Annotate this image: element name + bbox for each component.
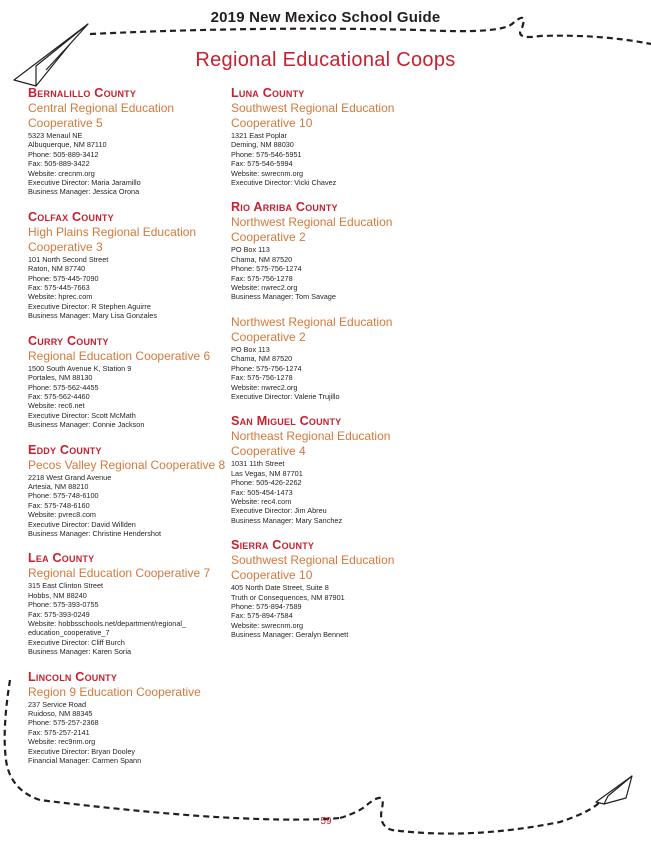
contact-line: Phone: 575-562-4455 bbox=[28, 382, 99, 392]
coop-name: Cooperative 10 bbox=[231, 568, 313, 583]
coop-name: Northeast Regional Education bbox=[231, 429, 391, 444]
coop-name: Southwest Regional Education bbox=[231, 101, 395, 115]
contact-line: Fax: 575-894-7584 bbox=[231, 611, 293, 621]
contact-line: Executive Director: Cliff Burch bbox=[28, 637, 125, 647]
contact-line: Executive Director: Maria Jaramillo bbox=[28, 178, 141, 188]
contact-line: Executive Director: Scott McMath bbox=[28, 410, 136, 420]
contact-line: Fax: 575-756-1278 bbox=[231, 373, 293, 383]
county-heading: Colfax County bbox=[28, 209, 114, 224]
contact-line: Chama, NM 87520 bbox=[231, 354, 293, 364]
dashed-flight-path bbox=[340, 798, 600, 834]
contact-line: Business Manager: Christine Hendershot bbox=[28, 528, 162, 538]
contact-details bbox=[28, 473, 228, 539]
contact-line: Website: pvrec8.com bbox=[28, 510, 96, 520]
contact-details bbox=[28, 131, 228, 197]
coop-entry bbox=[28, 210, 228, 321]
contact-line: Website: rec9nm.org bbox=[28, 737, 96, 747]
contact-line: Website: swrecnm.org bbox=[231, 168, 304, 178]
contact-line: Las Vegas, NM 87701 bbox=[231, 468, 303, 478]
county-heading: Eddy County bbox=[28, 442, 102, 457]
contact-line: Deming, NM 88030 bbox=[231, 140, 294, 150]
coop-name: High Plains Regional Education bbox=[28, 224, 197, 239]
contact-details bbox=[28, 581, 228, 656]
contact-line: Website: hprec.com bbox=[28, 292, 93, 302]
contact-line: Fax: 575-257-2141 bbox=[28, 727, 90, 737]
coop-name: Cooperative 3 bbox=[28, 239, 103, 254]
contact-line: Phone: 575-257-2368 bbox=[28, 718, 99, 728]
contact-line: Executive Director: R Stephen Aguirre bbox=[28, 301, 151, 311]
coop-name: Southwest Regional Education bbox=[231, 553, 395, 568]
contact-line: PO Box 113 bbox=[231, 245, 270, 255]
county-heading: Sierra County bbox=[231, 538, 315, 553]
contact-line: Business Manager: Karen Soria bbox=[28, 647, 132, 657]
contact-line: Website: rec6.net bbox=[28, 401, 85, 411]
county-heading: Bernalillo County bbox=[28, 86, 137, 100]
contact-line: Executive Director: David Willden bbox=[28, 519, 136, 529]
contact-line: Truth or Consequences, NM 87901 bbox=[231, 592, 345, 602]
contact-line: Chama, NM 87520 bbox=[231, 254, 293, 264]
contact-details bbox=[28, 364, 228, 430]
coop-name: Northwest Regional Education bbox=[231, 215, 393, 230]
contact-line: Phone: 575-756-1274 bbox=[231, 264, 302, 274]
contact-line: Business Manager: Mary Lisa Gonzales bbox=[28, 311, 157, 321]
contact-line: Raton, NM 87740 bbox=[28, 264, 86, 274]
coop-name: Cooperative 10 bbox=[231, 116, 313, 130]
coop-name: Northwest Regional Education bbox=[231, 314, 393, 329]
contact-line: Portales, NM 88130 bbox=[28, 373, 93, 383]
contact-details bbox=[231, 345, 441, 401]
contact-line: Business Manager: Connie Jackson bbox=[28, 420, 145, 430]
coop-name: Pecos Valley Regional Cooperative 8 bbox=[28, 457, 226, 472]
contact-line: 1500 South Avenue K, Station 9 bbox=[28, 363, 132, 373]
county-heading: Lea County bbox=[28, 551, 95, 566]
coop-name: Cooperative 5 bbox=[28, 116, 103, 130]
contact-line: Business Manager: Jessica Orona bbox=[28, 187, 140, 197]
contact-line: Website: nwrec2.org bbox=[231, 283, 298, 293]
contact-line: 237 Service Road bbox=[28, 699, 87, 709]
contact-line: Fax: 575-546-5994 bbox=[231, 159, 293, 169]
contact-line: Website: hobbsschools.net/department/regional_ bbox=[28, 619, 187, 628]
county-heading: Rio Arriba County bbox=[231, 200, 338, 215]
contact-line: Website: crecnm.org bbox=[28, 168, 95, 178]
page-number: 59 bbox=[320, 816, 332, 827]
coop-entry bbox=[231, 86, 441, 187]
coop-entry bbox=[28, 334, 228, 430]
contact-line: Executive Director: Jim Abreu bbox=[231, 506, 327, 516]
contact-line: Business Manager: Geralyn Bennett bbox=[231, 630, 349, 640]
coop-name: Central Regional Education bbox=[28, 101, 175, 115]
contact-line: Fax: 575-756-1278 bbox=[231, 273, 293, 283]
contact-line: Executive Director: Vicki Chavez bbox=[231, 178, 337, 188]
contact-line: 315 East Clinton Street bbox=[28, 581, 104, 591]
coop-entry bbox=[28, 670, 228, 766]
contact-line: Business Manager: Tom Savage bbox=[231, 292, 336, 302]
contact-line: Website: rec4.com bbox=[231, 496, 292, 506]
coop-entry bbox=[28, 443, 228, 539]
contact-details bbox=[231, 245, 441, 301]
contact-line: Website: nwrec2.org bbox=[231, 382, 298, 392]
coop-name: Regional Education Cooperative 6 bbox=[28, 348, 211, 363]
contact-line: Phone: 575-756-1274 bbox=[231, 363, 302, 373]
contact-line: Phone: 575-445-7090 bbox=[28, 273, 99, 283]
contact-line: Fax: 575-393-0249 bbox=[28, 609, 90, 619]
coop-name: Regional Education Cooperative 7 bbox=[28, 566, 211, 581]
contact-line: Executive Director: Bryan Dooley bbox=[28, 746, 136, 756]
coop-entry bbox=[231, 538, 441, 639]
contact-line: Fax: 505-454-1473 bbox=[231, 487, 293, 497]
contact-line: Fax: 575-562-4460 bbox=[28, 391, 90, 401]
coop-name: Region 9 Education Cooperative bbox=[28, 684, 201, 699]
contact-line: 2218 West Grand Avenue bbox=[28, 472, 112, 482]
contact-line: Website: swrecnm.org bbox=[231, 620, 304, 630]
contact-line: Business Manager: Mary Sanchez bbox=[231, 515, 343, 525]
contact-line: education_cooperative_7 bbox=[28, 628, 110, 638]
contact-line: Fax: 505-889-3422 bbox=[28, 159, 90, 169]
page-title: Regional Educational Coops bbox=[195, 49, 456, 71]
county-heading: Lincoln County bbox=[28, 669, 118, 684]
contact-line: Phone: 575-748-6100 bbox=[28, 491, 99, 501]
left-column bbox=[28, 86, 228, 778]
contact-line: Phone: 505-426-2262 bbox=[231, 478, 302, 488]
contact-line: Albuquerque, NM 87110 bbox=[28, 140, 107, 150]
county-heading: Luna County bbox=[231, 86, 305, 100]
contact-details bbox=[28, 255, 228, 321]
coop-name: Cooperative 4 bbox=[231, 444, 306, 459]
paper-airplane-icon bbox=[596, 776, 632, 804]
contact-line: Phone: 575-894-7589 bbox=[231, 601, 302, 611]
right-column bbox=[231, 86, 441, 653]
contact-line: Financial Manager: Carmen Spann bbox=[28, 756, 142, 766]
contact-line: 1321 East Poplar bbox=[231, 131, 287, 140]
coop-entry bbox=[28, 551, 228, 656]
contact-line: Fax: 575-445-7663 bbox=[28, 283, 90, 293]
coop-entry bbox=[231, 200, 441, 301]
contact-line: 1031 11th Street bbox=[231, 459, 285, 469]
header-title: 2019 New Mexico School Guide bbox=[210, 9, 441, 26]
county-heading: Curry County bbox=[28, 333, 109, 348]
contact-line: PO Box 113 bbox=[231, 344, 270, 354]
contact-details bbox=[231, 583, 441, 639]
contact-line: Phone: 575-393-0755 bbox=[28, 600, 99, 610]
contact-line: Hobbs, NM 88240 bbox=[28, 590, 87, 600]
contact-details bbox=[231, 131, 441, 187]
contact-line: Artesia, NM 88210 bbox=[28, 481, 89, 491]
contact-line: Ruidoso, NM 88345 bbox=[28, 709, 93, 719]
contact-details bbox=[231, 459, 441, 525]
contact-details bbox=[28, 700, 228, 766]
contact-line: 5323 Menaul NE bbox=[28, 131, 83, 140]
contact-line: Fax: 575-748-6160 bbox=[28, 500, 90, 510]
county-heading: San Miguel County bbox=[231, 414, 342, 429]
coop-entry bbox=[231, 414, 441, 525]
coop-entry bbox=[28, 86, 228, 197]
contact-line: Executive Director: Valerie Trujillo bbox=[231, 391, 340, 401]
contact-line: Phone: 505-889-3412 bbox=[28, 149, 99, 159]
contact-line: 405 North Date Street, Suite 8 bbox=[231, 583, 329, 593]
coop-entry bbox=[231, 315, 441, 401]
contact-line: 101 North Second Street bbox=[28, 254, 109, 264]
contact-line: Phone: 575-546-5951 bbox=[231, 149, 302, 159]
coop-name: Cooperative 2 bbox=[231, 329, 306, 344]
coop-name: Cooperative 2 bbox=[231, 230, 306, 245]
